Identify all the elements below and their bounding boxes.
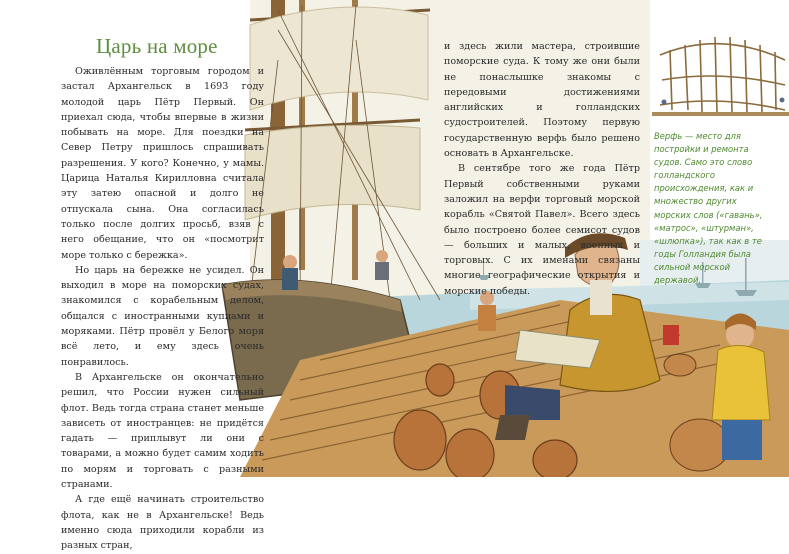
paragraph: В сентябре того же года Пётр Первый собственными руками заложил на верфи торговый морской корабль «Святой Павел». Всего здесь было построено более семисот судов — больших и малых, военных и торговых. С их именами связаны многие географические открытия и морские победы. — [444, 163, 640, 297]
paragraph: Оживлённым торговым городом и застал Архангельск в 1693 году молодой царь Пётр Первый. Он приехал сюда, чтобы впервые в жизни побывать на море. Для поездки на Север Петру пришлось спрашивать разрешения. У кого? Конечно, у мамы. Царица Наталья Кирилловна считала эту затею опасной и долго не отпускала сына. Она согласилась только после долгих просьб, взяв с него обещание, что он «посмотрит море только с бережка». — [61, 66, 264, 261]
paragraph: В Архангельске он окончательно решил, что России нужен сильный флот. Ведь тогда страна станет меньше зависеть от иностранцев: не придётся гадать — приплывут ли они с товарами, а можно будет самим ходить по морям и торговать с разными странами. — [61, 371, 264, 491]
main-text-column-2 — [444, 39, 640, 299]
paragraph: А где ещё начинать строительство флота, как не в Архангельске! Ведь именно сюда приходили корабли из разных стран, — [61, 494, 264, 552]
paragraph: Но царь на бережке не усидел. Он выходил в море на поморских судах, знакомился с корабельным делом, общался с иностранными купцами и моряками. Пётр провёл у Белого моря всё лето, и ему здесь очень понравилось. — [61, 264, 264, 368]
main-text-column-1 — [61, 64, 264, 554]
sidebar-note: Верфь — место для постройки и ремонта судов. Само это слово голландского происхождения, как и множество других морских слов («гавань», «матрос», «штурман», «шлюпка»), так как в те годы Голландия была сильной морской державой. — [654, 131, 763, 286]
paragraph: и здесь жили мастера, строившие поморские суда. К тому же они были не понаслышке знакомы с передовыми достижениями английских и голландских судостроителей. Поэтому первую государственную верфь было решено основать в Архангельске. — [444, 41, 640, 160]
page-title: Царь на море — [96, 34, 218, 58]
